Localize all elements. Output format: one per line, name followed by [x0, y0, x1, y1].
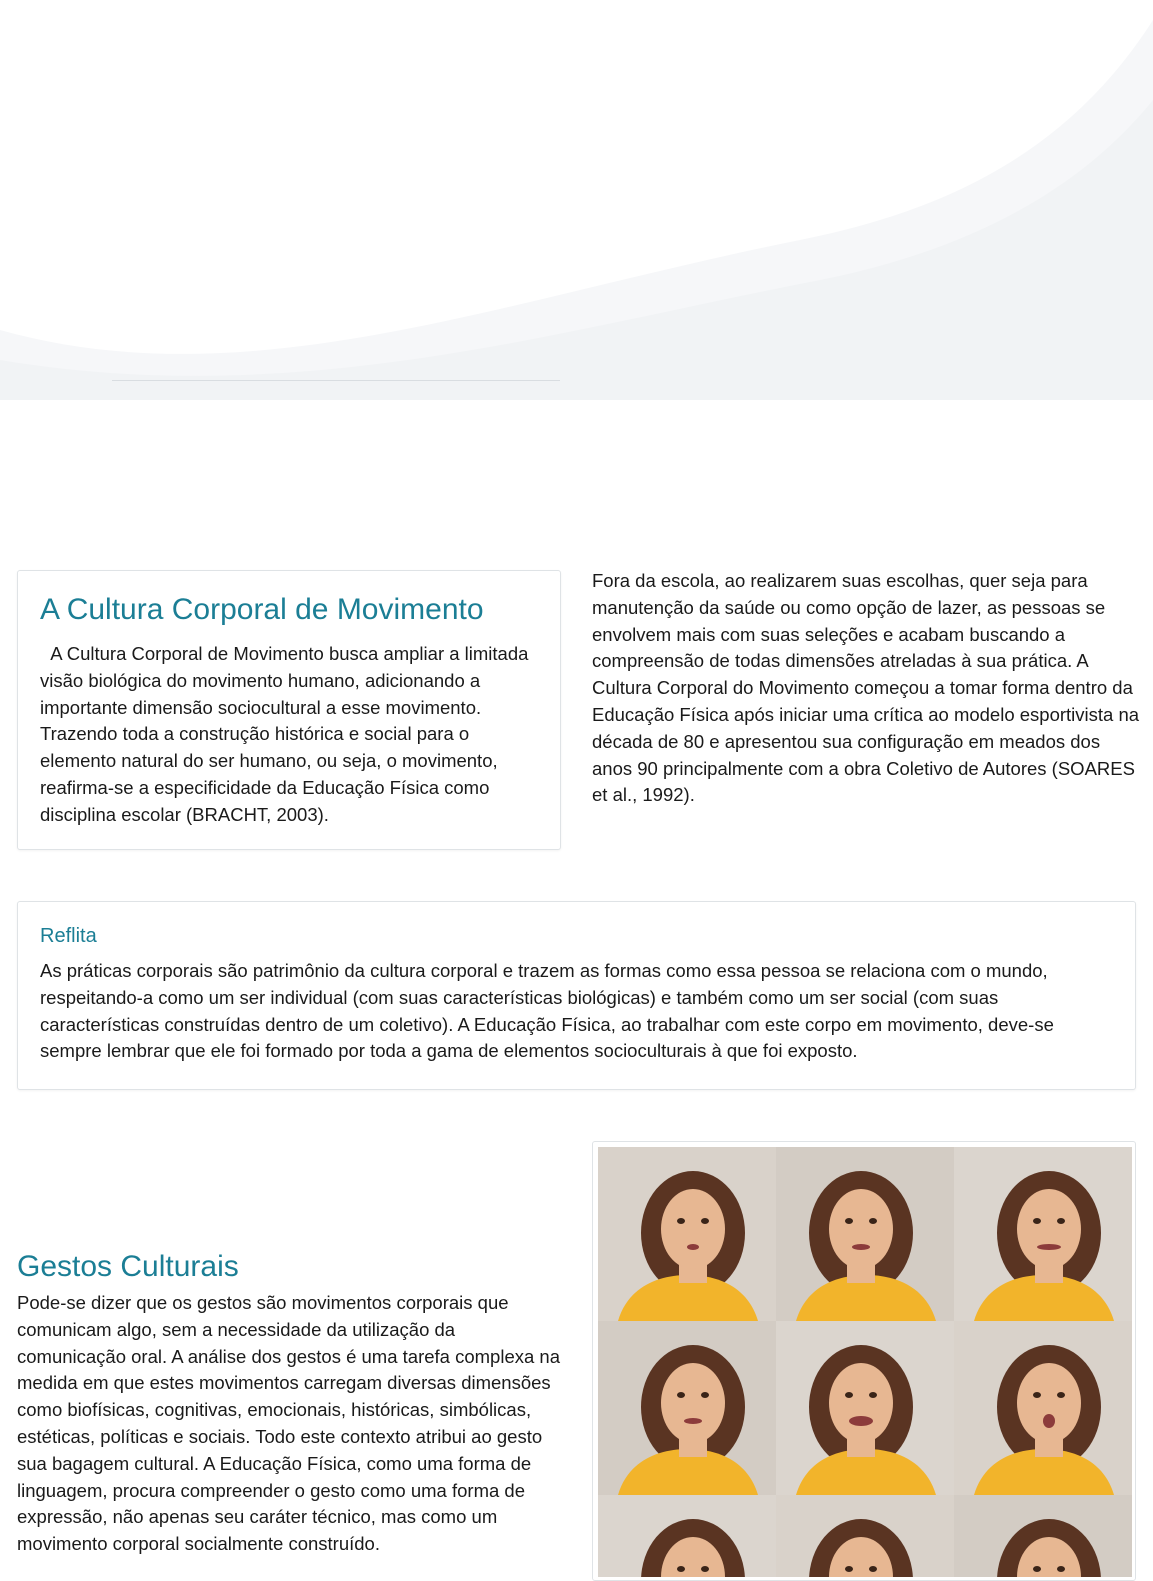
cultura-corporal-card — [17, 570, 561, 850]
hero-divider — [112, 380, 560, 381]
portrait-tile — [954, 1147, 1132, 1321]
callout-title: Reflita — [40, 925, 97, 947]
hero-wave-decoration — [0, 0, 1153, 400]
portrait-tile — [776, 1495, 954, 1577]
section-title: A Cultura Corporal de Movimento — [40, 593, 484, 626]
section-paragraph: Pode-se dizer que os gestos são movimentos corporais que comunicam algo, sem a necessidade da utilização da comunicação oral. A análise dos gestos é uma tarefa complexa na medida em que estes movimentos carregam diversas dimensões como biofísicas, cognitivas, emocionais, históricas, simbólicas, estéticas, políticas e sociais. Todo este contexto atribui ao gesto sua bagagem cultural. A Educação Física, como uma forma de linguagem, procura compreender o gesto como uma forma de expressão, não apenas seu caráter técnico, mas como um movimento corporal socialmente construído. — [17, 1292, 560, 1555]
callout-paragraph: As práticas corporais são patrimônio da cultura corporal e trazem as formas como essa pessoa se relaciona com o mundo, respeitando-a como um ser individual (com suas características biológicas) e também como um ser social (com suas características construídas dentro de um coletivo). A Educação Física, ao trabalhar com este corpo em movimento, deve-se sempre lembrar que ele foi formado por toda a gama de elementos socioculturais à que foi exposto. — [40, 960, 1054, 1062]
portrait-tile — [598, 1321, 776, 1495]
gestos-culturais-section — [17, 1248, 565, 1558]
fora-da-escola-column — [592, 568, 1140, 809]
portrait-tile — [598, 1147, 776, 1321]
facial-expressions-photo-frame — [592, 1141, 1136, 1581]
portrait-tile — [954, 1321, 1132, 1495]
section-paragraph: A Cultura Corporal de Movimento busca ampliar a limitada visão biológica do movimento humano, adicionando a importante dimensão sociocultural a esse movimento. Trazendo toda a construção histórica e social para o elemento natural do ser humano, ou seja, o movimento, reafirma-se a especificidade da Educação Física como disciplina escolar (BRACHT, 2003). — [40, 643, 534, 825]
portrait-tile — [776, 1321, 954, 1495]
section-title: Gestos Culturais — [17, 1250, 239, 1283]
portrait-tile — [598, 1495, 776, 1577]
reflita-callout — [17, 901, 1136, 1090]
facial-expressions-photo-grid — [598, 1147, 1132, 1577]
portrait-tile — [954, 1495, 1132, 1577]
hero-banner — [0, 0, 1153, 400]
portrait-tile — [776, 1147, 954, 1321]
section-paragraph: Fora da escola, ao realizarem suas escolhas, quer seja para manutenção da saúde ou como opção de lazer, as pessoas se envolvem mais com suas seleções e acabam buscando a compreensão de todas dimensões atreladas à sua prática. A Cultura Corporal do Movimento começou a tomar forma dentro da Educação Física após iniciar uma crítica ao modelo esportivista na década de 80 e apresentou sua configuração em meados dos anos 90 principalmente com a obra Coletivo de Autores (SOARES et al., 1992). — [592, 570, 1140, 806]
